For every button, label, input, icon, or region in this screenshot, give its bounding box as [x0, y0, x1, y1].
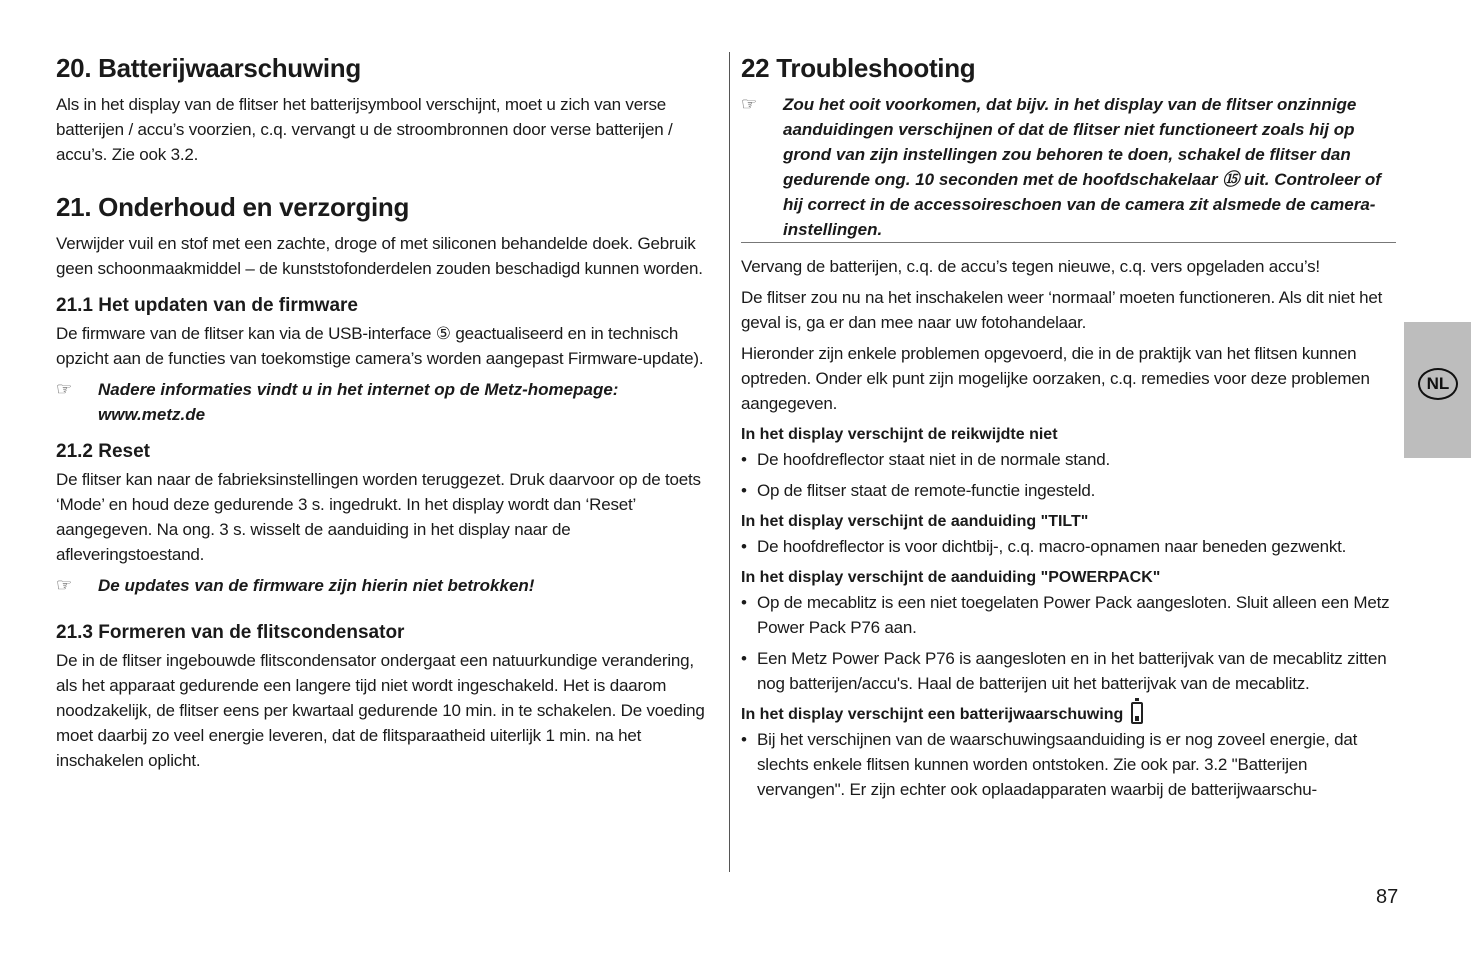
heading-battery-warning: In het display verschijnt een batterijwaarschuwing: [741, 702, 1396, 727]
section-21-2-note: [56, 573, 718, 598]
note-text: Nadere informaties vindt u in het internet op de Metz-homepage: www.metz.de: [98, 380, 619, 424]
section-21-1-text: De firmware van de flitser kan via de USB-interface ⑤ geactualiseerd en in technisch opzicht aan de functies van toekomstige camera’s worden aangepast Firmware-update).: [56, 324, 704, 368]
section-21-1-note: [56, 377, 718, 427]
section-21-2-title: 21.2 Reset: [56, 441, 151, 462]
left-column: [56, 50, 718, 773]
right-column: [741, 50, 1396, 802]
column-divider: [729, 52, 730, 872]
section-20-title: 20. Batterijwaarschuwing: [56, 53, 361, 83]
list-item: • De hoofdreflector is voor dichtbij-, c.q. macro-opnamen naar beneden gezwenkt.: [741, 537, 1347, 556]
heading-tilt: In het display verschijnt de aanduiding "TILT": [741, 513, 1089, 530]
pointing-hand-icon: ☞: [56, 575, 73, 595]
battery-icon: [1131, 702, 1143, 724]
note-text: De updates van de firmware zijn hierin niet betrokken!: [98, 576, 535, 595]
note-text: Zou het ooit voorkomen, dat bijv. in het display van de flitser onzinnige aanduidingen verschijnen of dat de flitser niet functioneert zoals hij op grond van zijn instellingen zou behoren te doen, schakel de flitser dan gedurende ong. 10 seconden met de hoofdschakelaar ⑮ uit. Controleer of hij correct in de accessoireschoen van de camera zit alsmede de camera-instellingen.: [783, 95, 1381, 239]
paragraph-problems-intro: Hieronder zijn enkele problemen opgevoerd, die in de praktijk van het flitsen kunnen optreden. Onder elk punt zijn mogelijke oorzaken, c.q. remedies voor deze problemen aangegeven.: [741, 344, 1370, 413]
pointing-hand-icon: ☞: [741, 94, 758, 114]
language-tab: [1404, 322, 1471, 458]
section-21-1-title: 21.1 Het updaten van de firmware: [56, 295, 358, 316]
section-20-text: Als in het display van de flitser het batterijsymbool verschijnt, moet u zich van verse batterijen / accu’s voorzien, c.q. vervangt u de stroombronnen door verse batterijen / accu’s. Zie ook 3.2.: [56, 95, 673, 164]
section-21-3-title: 21.3 Formeren van de flitscondensator: [56, 622, 405, 643]
list-item: • Op de mecablitz is een niet toegelaten Power Pack aangesloten. Sluit alleen een Metz Power Pack P76 aan.: [741, 593, 1390, 637]
section-22-title: 22 Troubleshooting: [741, 53, 976, 83]
language-badge: NL: [1418, 368, 1458, 400]
section-21-title: 21. Onderhoud en verzorging: [56, 192, 410, 222]
section-21-3-text: De in de flitser ingebouwde flitscondensator ondergaat een natuurkundige verandering, als het apparaat gedurende een langere tijd niet wordt ingeschakeld. Het is daarom noodzakelijk, de flitser eens per kwartaal gedurende 10 min. in te schakelen. De voeding moet daarbij zo veel energie leveren, dat de flitsparaatheid uiterlijk 1 min. na het inschakelen oplicht.: [56, 651, 705, 770]
page-number: 87: [1376, 886, 1399, 908]
list-item: • Een Metz Power Pack P76 is aangesloten en in het batterijvak van de mecablitz zitten nog batterijen/accu's. Haal de batterijen uit het batterijvak van de mecablitz.: [741, 649, 1387, 693]
heading-powerpack: In het display verschijnt de aanduiding "POWERPACK": [741, 569, 1161, 586]
troubleshooting-note: [741, 92, 1396, 242]
list-item: • Op de flitser staat de remote-functie ingesteld.: [741, 481, 1096, 500]
heading-range-missing: In het display verschijnt de reikwijdte niet: [741, 426, 1058, 443]
list-item: • De hoofdreflector staat niet in de normale stand.: [741, 450, 1111, 469]
section-21-text: Verwijder vuil en stof met een zachte, droge of met siliconen behandelde doek. Gebruik geen schoonmaakmiddel – de kunststofonderdelen zouden beschadigd kunnen worden.: [56, 234, 703, 278]
paragraph-replace-batteries: Vervang de batterijen, c.q. de accu’s tegen nieuwe, c.q. vers opgeladen accu’s!: [741, 257, 1320, 276]
section-21-2-text: De flitser kan naar de fabrieksinstellingen worden teruggezet. Druk daarvoor op de toets ‘Mode’ en houd deze gedurende 3 s. ingedrukt. In het display wordt dan ‘Reset’ aangegeven. Na ong. 3 s. wisselt de aanduiding in het display naar de afleveringstoestand.: [56, 470, 701, 564]
list-item: • Bij het verschijnen van de waarschuwingsaanduiding is er nog zoveel energie, dat slechts enkele flitsen kunnen worden ontstoken. Zie ook par. 3.2 "Batterijen vervangen". Er zijn echter ook oplaadapparaten waarbij de batterijwaarschu-: [741, 730, 1358, 799]
pointing-hand-icon: ☞: [56, 379, 73, 399]
paragraph-normal-function: De flitser zou nu na het inschakelen weer ‘normaal’ moeten functioneren. Als dit niet het geval is, ga er dan mee naar uw fotohandelaar.: [741, 288, 1383, 332]
